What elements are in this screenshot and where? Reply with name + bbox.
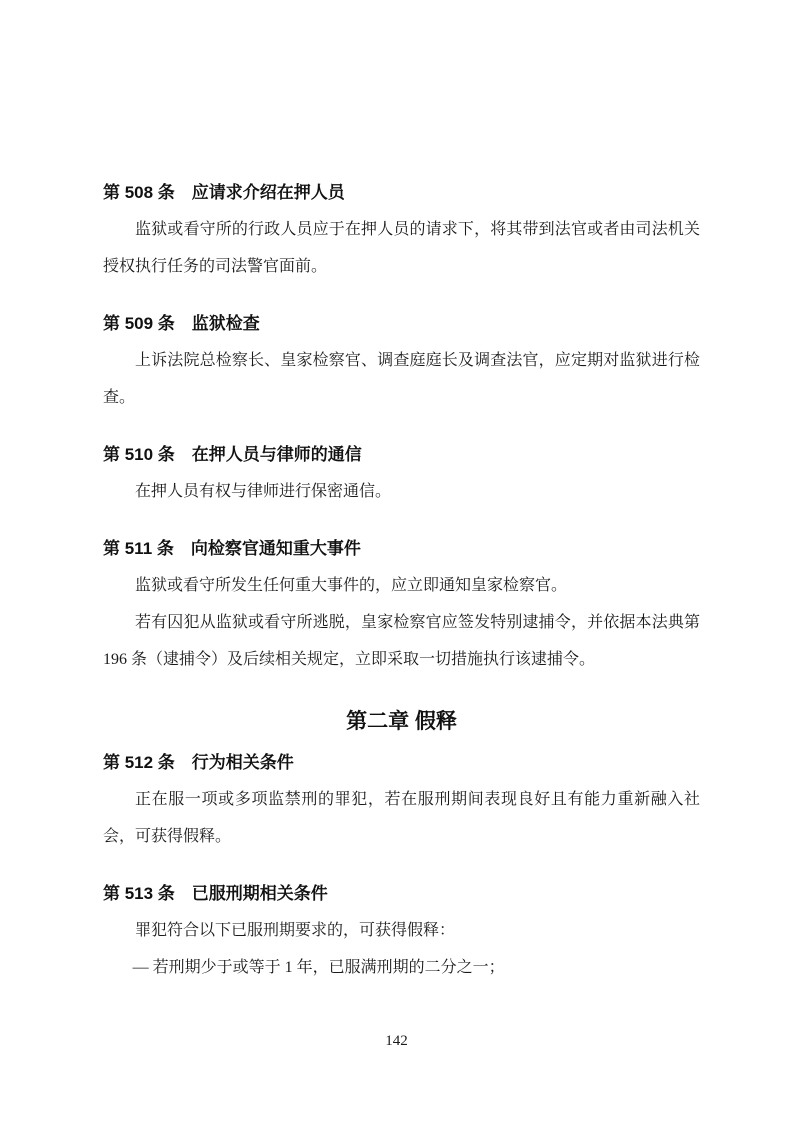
article-511 [103, 530, 700, 678]
article-512-heading: 第 512 条 行为相关条件 [103, 753, 294, 772]
article-511-paragraph-1: 监狱或看守所发生任何重大事件的，应立即通知皇家检察官。 [135, 577, 568, 594]
article-509-heading: 第 509 条 监狱检查 [103, 314, 260, 333]
article-513-heading: 第 513 条 已服刑期相关条件 [103, 884, 328, 903]
article-510-paragraph-1: 在押人员有权与律师进行保密通信。 [135, 483, 392, 500]
article-509-paragraph-1: 上诉法院总检察长、皇家检察官、调查庭庭长及调查法官，应定期对监狱进行检查。 [103, 352, 700, 406]
article-509 [103, 305, 700, 416]
chapter-heading: 第二章 假释 [346, 710, 457, 733]
article-508-heading: 第 508 条 应请求介绍在押人员 [103, 183, 345, 202]
article-513-list-item-1: — 若刑期少于或等于 1 年，已服满刑期的二分之一； [132, 959, 505, 976]
article-510 [103, 436, 700, 510]
page-number: 142 [385, 1033, 408, 1049]
article-513 [103, 875, 700, 986]
article-513-paragraph-1: 罪犯符合以下已服刑期要求的，可获得假释： [135, 922, 456, 939]
article-511-paragraph-2: 若有囚犯从监狱或看守所逃脱，皇家检察官应签发特别逮捕令，并依据本法典第 196 条（逮捕令）及后续相关规定，立即采取一切措施执行该逮捕令。 [103, 614, 700, 668]
article-508-paragraph-1: 监狱或看守所的行政人员应于在押人员的请求下，将其带到法官或者由司法机关授权执行任务的司法警官面前。 [103, 221, 700, 275]
article-508 [103, 174, 700, 285]
page-content [103, 174, 700, 986]
article-512-paragraph-1: 正在服一项或多项监禁刑的罪犯，若在服刑期间表现良好且有能力重新融入社会，可获得假释。 [103, 791, 700, 845]
article-512 [103, 744, 700, 855]
article-511-heading: 第 511 条 向检察官通知重大事件 [103, 539, 361, 558]
article-510-heading: 第 510 条 在押人员与律师的通信 [103, 445, 362, 464]
